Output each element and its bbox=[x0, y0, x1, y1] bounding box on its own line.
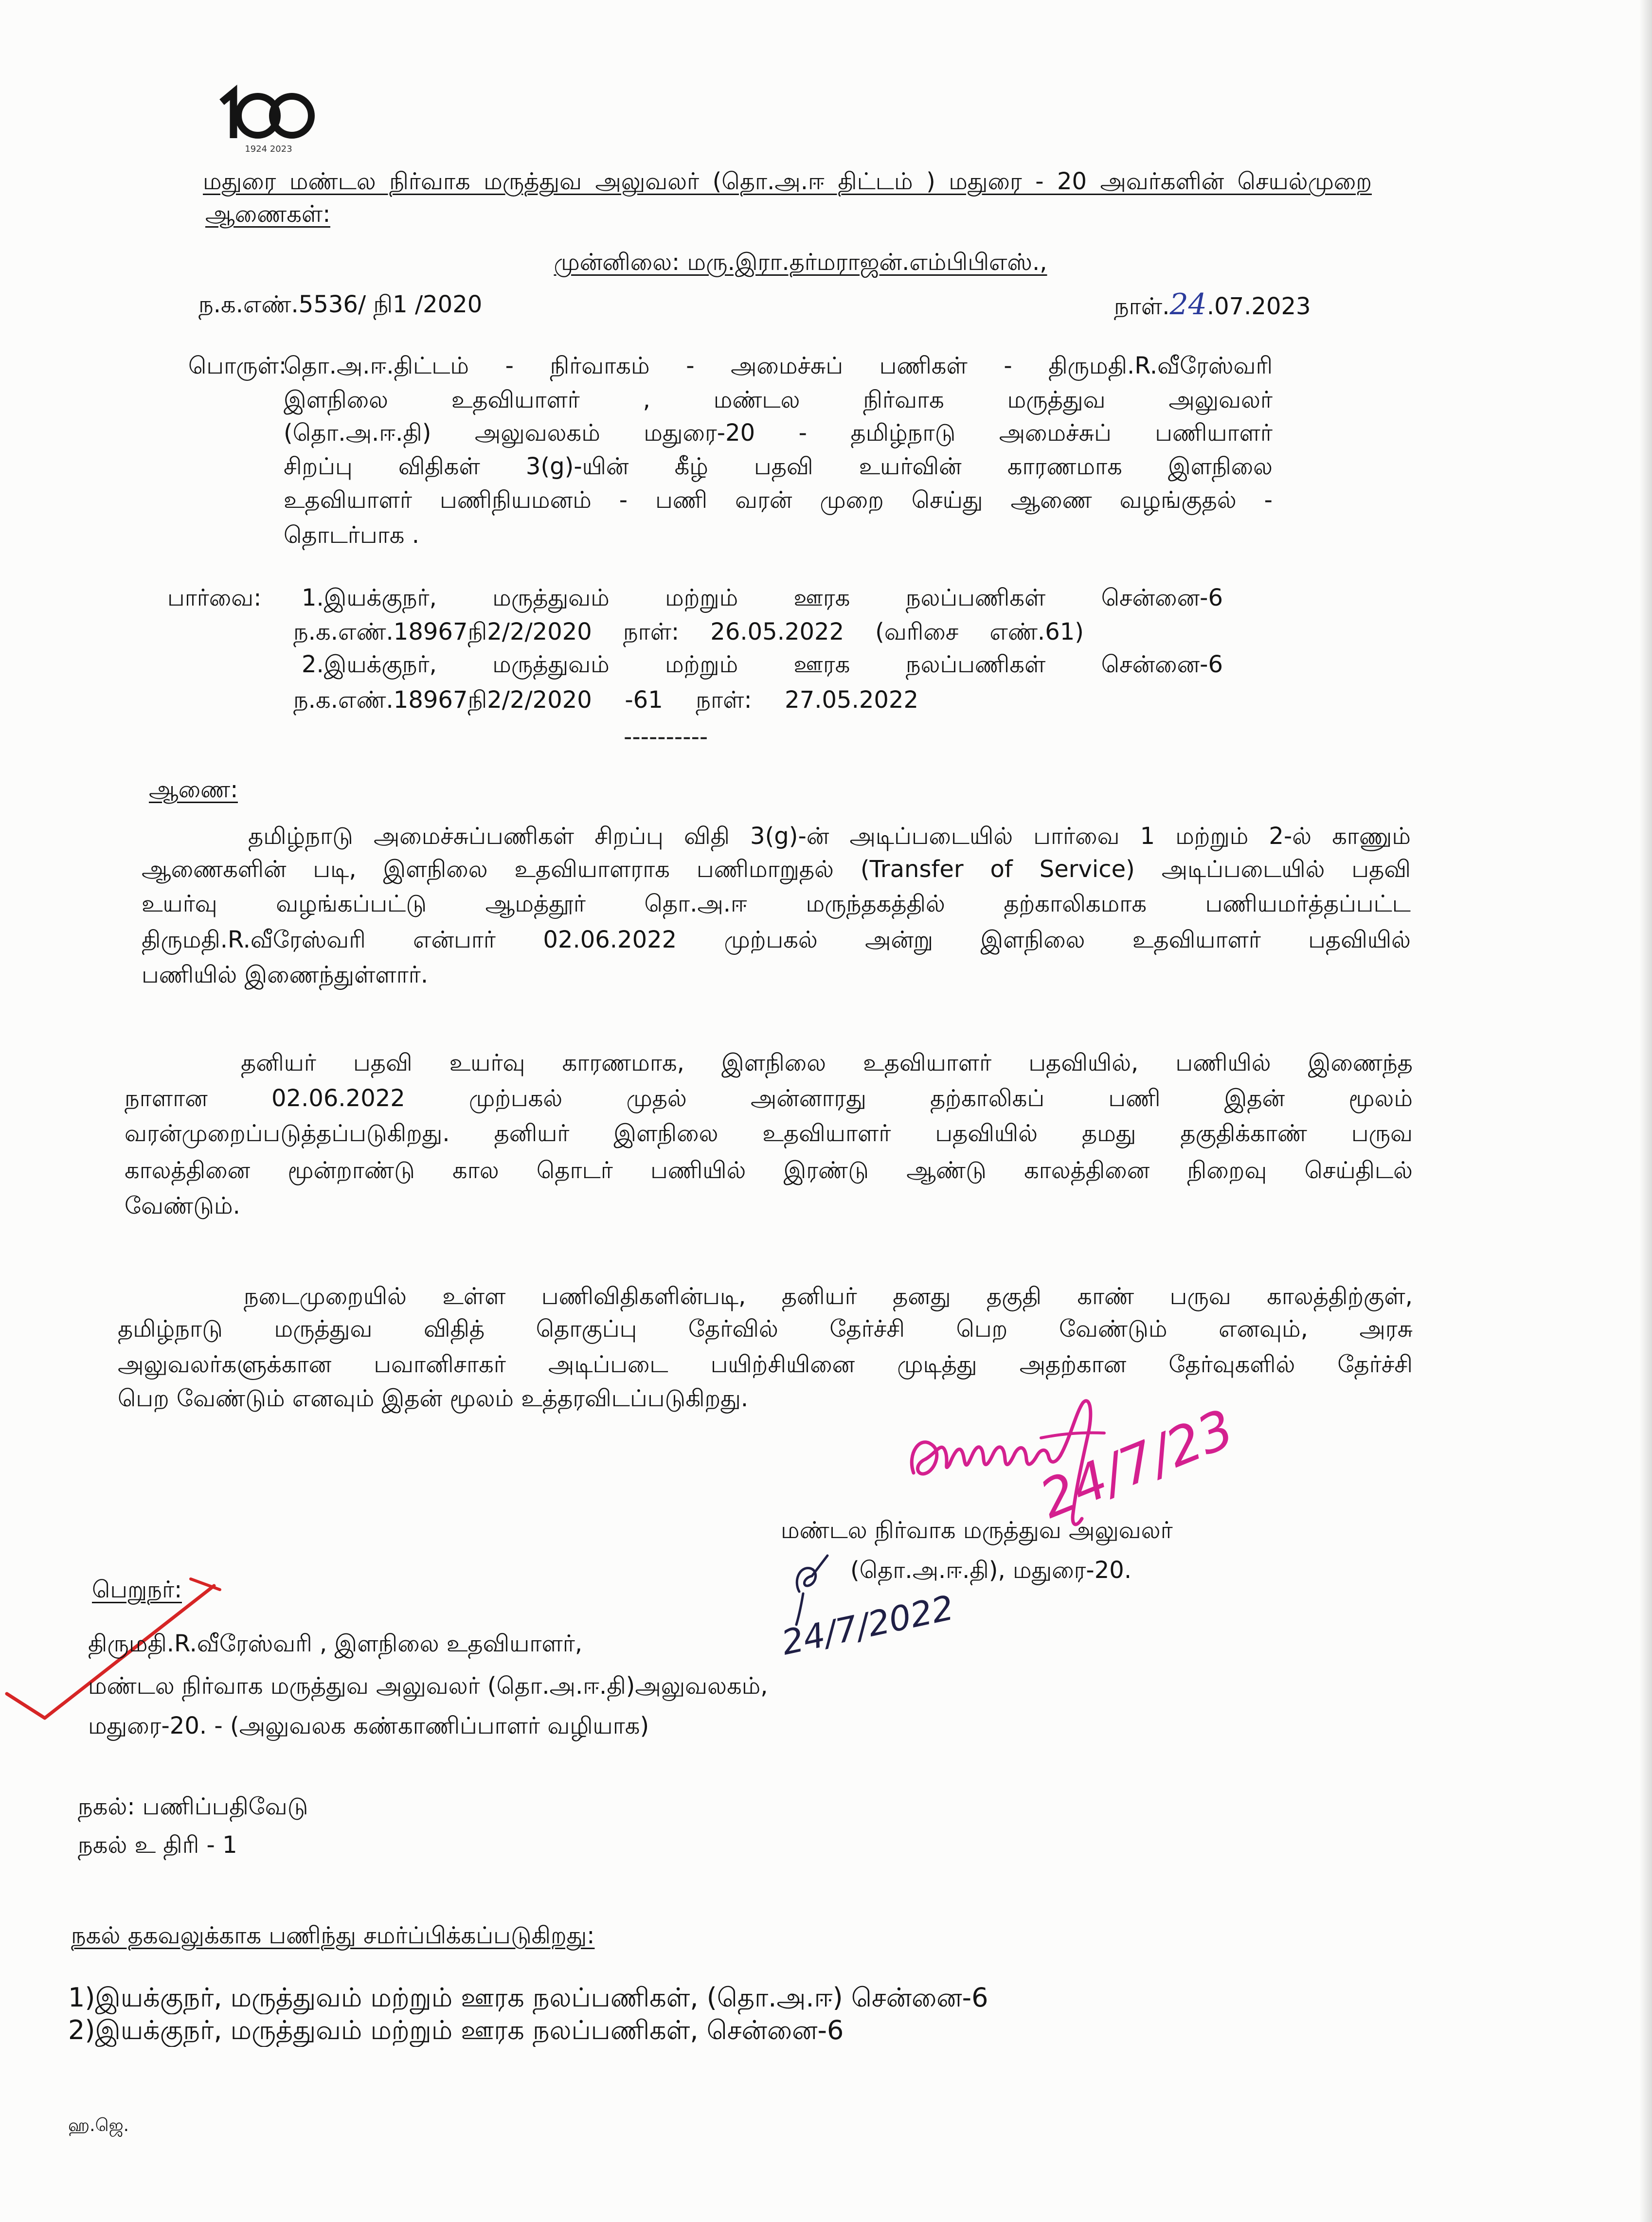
order-paragraph-1-line: பணியில் இணைந்துள்ளார். bbox=[142, 961, 429, 988]
submitted-copies-heading: நகல் தகவலுக்காக பணிந்து சமர்ப்பிக்கப்படுகிறது: bbox=[71, 1922, 595, 1949]
recipient-line: மண்டல நிர்வாக மருத்துவ அலுவலர் (தொ.அ.ஈ.தி)அலுவலகம், bbox=[88, 1672, 768, 1700]
page-edge-shadow bbox=[1639, 0, 1652, 2222]
recipient-line: திருமதி.R.வீரேஸ்வரி , இளநிலை உதவியாளர், bbox=[88, 1630, 583, 1657]
order-paragraph-3-line: தமிழ்நாடு மருத்துவ விதித் தொகுப்பு தேர்வில் தேர்ச்சி பெற வேண்டும் எனவும், அரசு bbox=[118, 1315, 1413, 1343]
reference-line: ந.க.எண்.18967நி2/2/2020 -61 நாள்: 27.05.2022 bbox=[293, 686, 918, 714]
recipient-heading: பெறுநர்: bbox=[92, 1576, 182, 1603]
subject-line: இளநிலை உதவியாளர் , மண்டல நிர்வாக மருத்துவ அலுவலர் bbox=[284, 386, 1273, 413]
references-label: பார்வை: bbox=[167, 584, 262, 611]
order-paragraph-2-line: காலத்தினை மூன்றாண்டு கால தொடர் பணியில் இரண்டு ஆண்டு காலத்தினை நிறைவு செய்திடல் bbox=[125, 1157, 1413, 1184]
date-rest: .07.2023 bbox=[1206, 293, 1311, 320]
subject-label: பொருள்: bbox=[188, 352, 287, 379]
signature-crossbar bbox=[1041, 1433, 1104, 1438]
file-number: ந.க.எண்.5536/ நி1 /2020 bbox=[198, 291, 483, 318]
recipient-line: மதுரை-20. - (அலுவலக கண்காணிப்பாளர் வழியாக) bbox=[88, 1712, 649, 1739]
submitted-copy-line: 1)இயக்குநர், மருத்துவம் மற்றும் ஊரக நலப்பணிகள், (தொ.அ.ஈ) சென்னை-6 bbox=[68, 1982, 988, 2013]
footer-initials: ஹ.ஜெ. bbox=[68, 2115, 129, 2135]
order-paragraph-2-line: தனியர் பதவி உயர்வு காரணமாக, இளநிலை உதவியாளர் பதவியில், பணியில் இணைந்த bbox=[241, 1049, 1413, 1076]
header-title-line1: மதுரை மண்டல நிர்வாக மருத்துவ அலுவலர் (தொ.அ.ஈ திட்டம் ) மதுரை - 20 அவர்களின் செயல்முறை bbox=[203, 168, 1372, 195]
signature-scribble bbox=[912, 1442, 1060, 1474]
order-paragraph-1-line: உயர்வு வழங்கப்பட்டு ஆமத்தூர் தொ.அ.ஈ மருந்தகத்தில் தற்காலிகமாக பணியமர்த்தப்பட்ட bbox=[142, 890, 1411, 917]
order-paragraph-1-line: தமிழ்நாடு அமைச்சுப்பணிகள் சிறப்பு விதி 3(g)-ன் அடிப்படையில் பார்வை 1 மற்றும் 2-ல் காணும் bbox=[248, 823, 1411, 850]
centenary-logo bbox=[214, 78, 326, 156]
signature-date: 24/7/23 bbox=[1031, 1398, 1242, 1531]
order-paragraph-3-line: பெற வேண்டும் எனவும் இதன் மூலம் உத்தரவிடப்படுகிறது. bbox=[118, 1385, 749, 1412]
subject-line: தொ.அ.ஈ.திட்டம் - நிர்வாகம் - அமைச்சுப் பணிகள் - திருமதி.R.வீரேஸ்வரி bbox=[284, 352, 1273, 379]
reference-line: 1.இயக்குநர், மருத்துவம் மற்றும் ஊரக நலப்பணிகள் சென்னை-6 bbox=[302, 584, 1223, 611]
order-paragraph-3-line: நடைமுறையில் உள்ள பணிவிதிகளின்படி, தனியர் தனது தகுதி காண் பருவ காலத்திற்குள், bbox=[244, 1283, 1413, 1310]
presence-line: முன்னிலை: மரு.இரா.தர்மராஜன்.எம்பிபிஎஸ்., bbox=[554, 249, 1047, 276]
logo-years: 1924 2023 bbox=[245, 144, 292, 154]
subject-line: உதவியாளர் பணிநியமனம் - பணி வரன் முறை செய்து ஆணை வழங்குதல் - bbox=[284, 486, 1273, 514]
designation-line2: (தொ.அ.ஈ.தி), மதுரை-20. bbox=[850, 1557, 1132, 1584]
initials-date: 24/7/2022 bbox=[778, 1587, 957, 1663]
date bbox=[1114, 289, 1347, 320]
submitted-copy-line: 2)இயக்குநர், மருத்துவம் மற்றும் ஊரக நலப்பணிகள், சென்னை-6 bbox=[68, 2015, 844, 2045]
logo-digit-one bbox=[222, 92, 233, 138]
order-paragraph-2-line: வரன்முறைப்படுத்தப்படுகிறது. தனியர் இளநிலை உதவியாளர் பதவியில் தமது தகுதிக்காண் பருவ bbox=[125, 1120, 1413, 1147]
order-heading: ஆணை: bbox=[149, 776, 238, 803]
reference-line: ந.க.எண்.18967நி2/2/2020 நாள்: 26.05.2022 (வரிசை எண்.61) bbox=[293, 618, 1084, 645]
order-paragraph-2-line: வேண்டும். bbox=[125, 1192, 240, 1219]
subject-line: சிறப்பு விதிகள் 3(g)-யின் கீழ் பதவி உயர்வின் காரணமாக இளநிலை bbox=[284, 453, 1273, 480]
copy-line: நகல் உ திரி - 1 bbox=[78, 1831, 237, 1859]
designation-line1: மண்டல நிர்வாக மருத்துவ அலுவலர் bbox=[781, 1517, 1173, 1544]
subject-line: (தொ.அ.ஈ.தி) அலுவலகம் மதுரை-20 - தமிழ்நாடு அமைச்சுப் பணியாளர் bbox=[284, 419, 1273, 447]
tick-strike bbox=[191, 1579, 220, 1590]
order-paragraph-3-line: அலுவலர்களுக்கான பவானிசாகர் அடிப்படை பயிற்சியினை முடித்து அதற்கான தேர்வுகளில் தேர்ச்சி bbox=[118, 1351, 1413, 1378]
header-title-line2: ஆணைகள்: bbox=[205, 200, 331, 228]
date-day-handwritten: 24 bbox=[1169, 289, 1207, 320]
reference-separator: ---------- bbox=[624, 723, 708, 751]
reference-line: 2.இயக்குநர், மருத்துவம் மற்றும் ஊரக நலப்பணிகள் சென்னை-6 bbox=[302, 651, 1223, 678]
order-paragraph-1-line: ஆணைகளின் படி, இளநிலை உதவியாளராக பணிமாறுதல் (Transfer of Service) அடிப்படையில் பதவி bbox=[142, 856, 1411, 883]
order-paragraph-2-line: நாளான 02.06.2022 முற்பகல் முதல் அன்னாரது தற்காலிகப் பணி இதன் மூலம் bbox=[125, 1085, 1413, 1112]
subject-line: தொடர்பாக . bbox=[284, 521, 419, 549]
date-label: நாள். bbox=[1114, 293, 1170, 320]
order-paragraph-1-line: திருமதி.R.வீரேஸ்வரி என்பார் 02.06.2022 முற்பகல் அன்று இளநிலை உதவியாளர் பதவியில் bbox=[142, 926, 1411, 953]
copy-line: நகல்: பணிப்பதிவேடு bbox=[78, 1793, 308, 1820]
